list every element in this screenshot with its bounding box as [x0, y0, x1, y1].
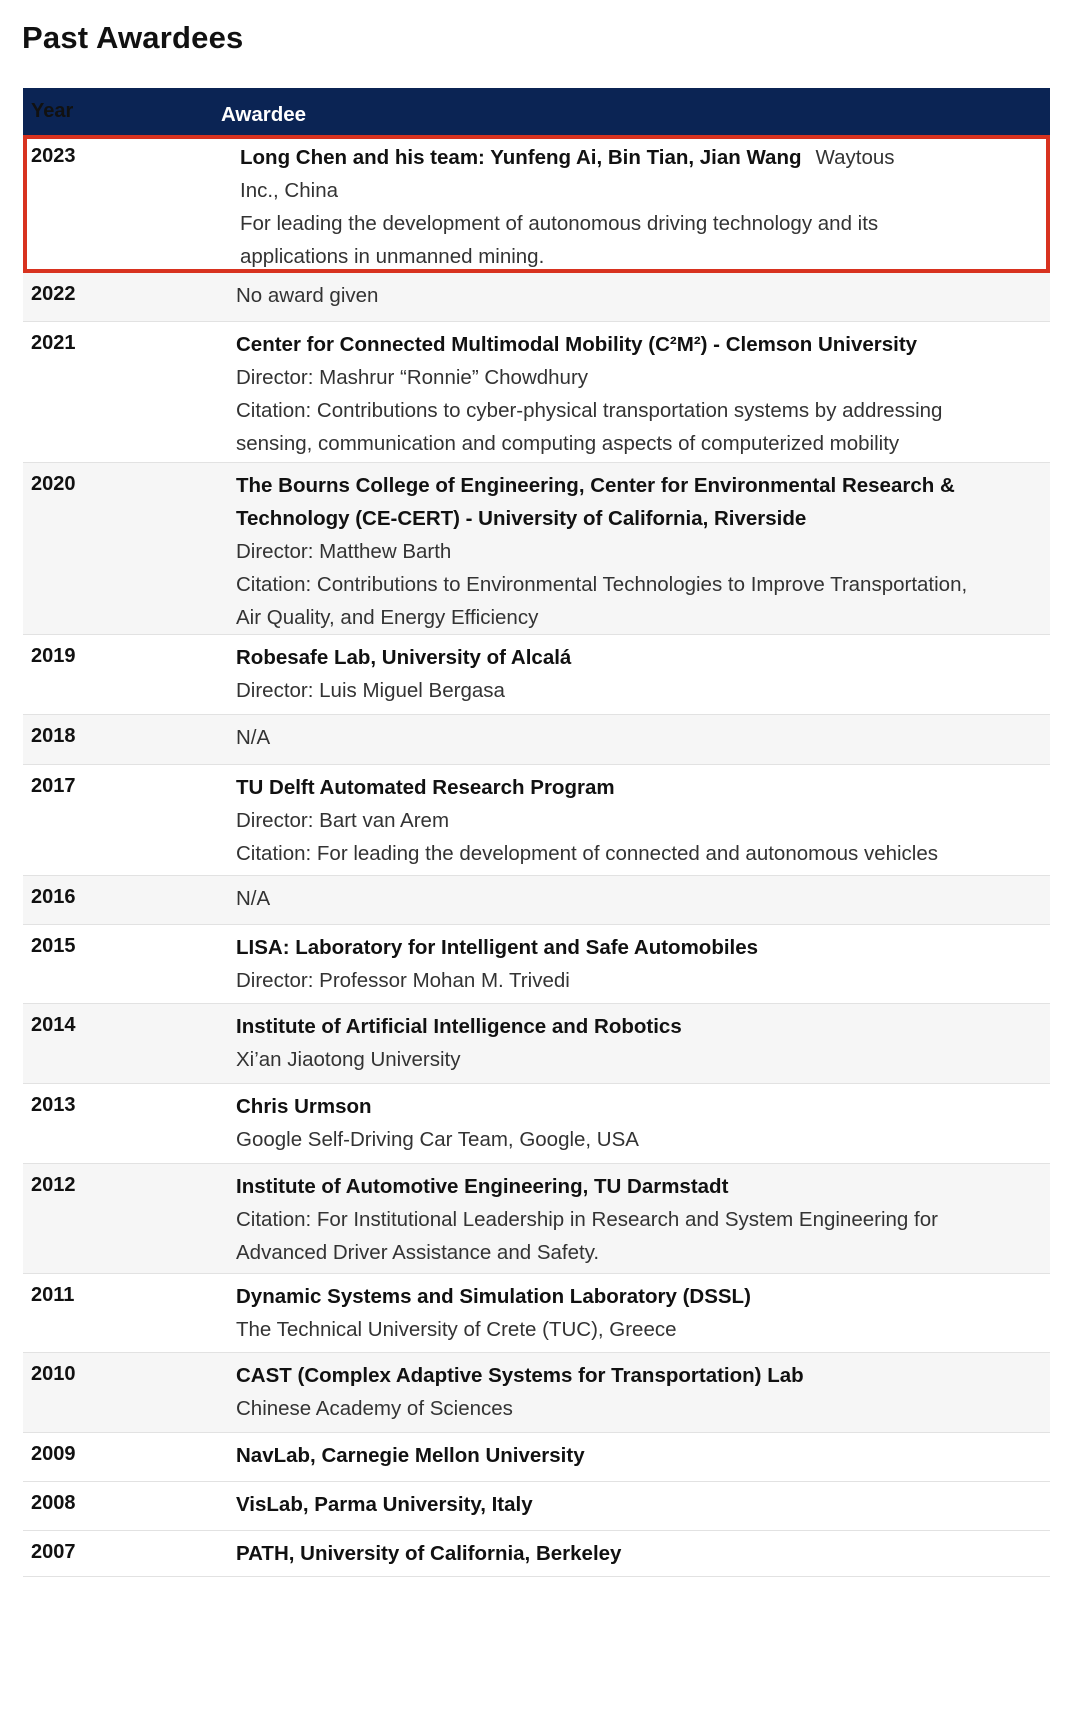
awardee-company: Waytous [815, 146, 895, 169]
table-header [23, 88, 1050, 135]
row-year: 2014 [31, 1014, 76, 1036]
awardee-line: Robesafe Lab, University of Alcalá [236, 646, 572, 669]
awardee-line: Center for Connected Multimodal Mobility (C²M²) - Clemson University [236, 333, 918, 356]
row-awardee [236, 765, 1050, 875]
awardee-line: Citation: For Institutional Leadership in Research and System Engineering for [236, 1208, 938, 1231]
awardees-table [23, 88, 1050, 1577]
row-year: 2022 [31, 283, 76, 305]
table-row [23, 1084, 1050, 1164]
awardee-line: Xi’an Jiaotong University [236, 1048, 461, 1071]
awardee-line: Chris Urmson [236, 1095, 372, 1118]
row-awardee [236, 1004, 1050, 1083]
awardee-line: Technology (CE-CERT) - University of California, Riverside [236, 507, 807, 530]
row-year: 2008 [31, 1492, 76, 1514]
row-awardee [236, 1482, 1050, 1530]
awardee-line: Institute of Automotive Engineering, TU Darmstadt [236, 1175, 729, 1198]
table-row [23, 1353, 1050, 1433]
page-title: Past Awardees [22, 20, 244, 55]
table-row [23, 925, 1050, 1004]
row-year: 2015 [31, 935, 76, 957]
row-awardee [236, 715, 1050, 764]
row-awardee [236, 925, 1050, 1003]
table-row [23, 1274, 1050, 1353]
awardee-line: Director: Professor Mohan M. Trivedi [236, 969, 570, 992]
awardee-line: N/A [236, 726, 271, 749]
row-awardee [240, 139, 1046, 269]
awardee-line: N/A [236, 887, 271, 910]
table-row [23, 1433, 1050, 1482]
awardee-line: Director: Bart van Arem [236, 809, 450, 832]
row-year: 2013 [31, 1094, 76, 1116]
awardee-name: Long Chen and his team: Yunfeng Ai, Bin Tian, Jian Wang [240, 146, 802, 169]
row-awardee [236, 1531, 1050, 1576]
awardee-line: For leading the development of autonomous driving technology and its [240, 212, 879, 235]
row-year: 2020 [31, 473, 76, 495]
table-body [23, 273, 1050, 1577]
awardee-line: LISA: Laboratory for Intelligent and Safe Automobiles [236, 936, 759, 959]
row-year: 2017 [31, 775, 76, 797]
table-row [23, 765, 1050, 876]
awardee-line: TU Delft Automated Research Program [236, 776, 615, 799]
header-year: Year [31, 100, 74, 122]
row-awardee [236, 1084, 1050, 1163]
table-row [23, 1004, 1050, 1084]
highlighted-row [23, 135, 1050, 273]
table-row [23, 1531, 1050, 1577]
awardee-line: VisLab, Parma University, Italy [236, 1493, 533, 1516]
awardee-line: Citation: Contributions to Environmental Technologies to Improve Transportation, [236, 573, 968, 596]
awardee-line: Advanced Driver Assistance and Safety. [236, 1241, 600, 1264]
row-awardee [236, 1433, 1050, 1481]
row-awardee [236, 322, 1050, 462]
table-row [23, 876, 1050, 925]
awardee-line: Director: Luis Miguel Bergasa [236, 679, 505, 702]
row-awardee [236, 876, 1050, 924]
awardee-line: Google Self-Driving Car Team, Google, USA [236, 1128, 639, 1151]
table-row [23, 273, 1050, 322]
table-row [23, 463, 1050, 635]
table-row [23, 635, 1050, 715]
row-awardee [236, 1274, 1050, 1352]
awardee-line: CAST (Complex Adaptive Systems for Transportation) Lab [236, 1364, 804, 1387]
awardee-line: No award given [236, 284, 379, 307]
row-year: 2023 [31, 145, 76, 167]
table-row [23, 322, 1050, 463]
table-row [23, 715, 1050, 765]
row-year: 2018 [31, 725, 76, 747]
table-row [23, 1164, 1050, 1274]
awardee-line: The Technical University of Crete (TUC), Greece [236, 1318, 677, 1341]
row-year: 2012 [31, 1174, 76, 1196]
row-awardee [236, 463, 1050, 634]
row-awardee [236, 273, 1050, 321]
row-year: 2019 [31, 645, 76, 667]
table-row [23, 1482, 1050, 1531]
awardee-line: Chinese Academy of Sciences [236, 1397, 513, 1420]
row-awardee [236, 1353, 1050, 1432]
row-awardee [236, 1164, 1050, 1273]
awardee-line: Director: Mashrur “Ronnie” Chowdhury [236, 366, 589, 389]
awardee-line: NavLab, Carnegie Mellon University [236, 1444, 585, 1467]
row-awardee [236, 635, 1050, 714]
awardee-line: The Bourns College of Engineering, Center for Environmental Research & [236, 474, 955, 497]
row-year: 2011 [31, 1284, 75, 1306]
awardee-line: Director: Matthew Barth [236, 540, 452, 563]
row-year: 2010 [31, 1363, 76, 1385]
awardee-line: sensing, communication and computing aspects of computerized mobility [236, 432, 900, 455]
awardee-line: Citation: Contributions to cyber-physical transportation systems by addressing [236, 399, 943, 422]
awardee-line: Inc., China [240, 179, 338, 202]
row-year: 2016 [31, 886, 76, 908]
row-year: 2009 [31, 1443, 76, 1465]
row-year: 2021 [31, 332, 76, 354]
row-year: 2007 [31, 1541, 76, 1563]
awardee-line [240, 141, 1032, 174]
awardee-line: Institute of Artificial Intelligence and Robotics [236, 1015, 682, 1038]
awardee-line: PATH, University of California, Berkeley [236, 1542, 622, 1565]
awardee-line: applications in unmanned mining. [240, 245, 545, 268]
awardee-line: Dynamic Systems and Simulation Laboratory (DSSL) [236, 1285, 751, 1308]
awardee-line: Citation: For leading the development of connected and autonomous vehicles [236, 842, 939, 865]
header-awardee: Awardee [221, 102, 307, 126]
awardee-line: Air Quality, and Energy Efficiency [236, 606, 539, 629]
